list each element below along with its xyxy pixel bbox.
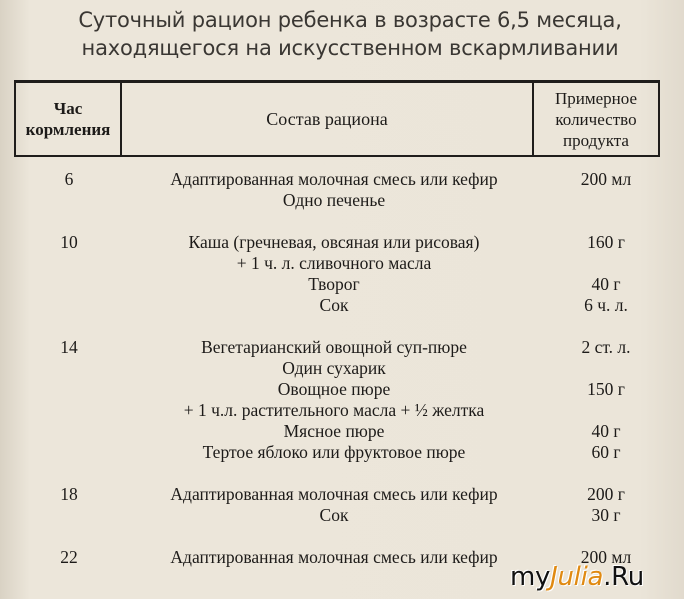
table-row [14,358,660,379]
table-row [14,295,660,316]
diet-table [14,80,660,580]
table-row [14,379,660,400]
table-row [14,232,660,253]
row-amount: 60 г [591,442,621,462]
table-row [14,190,660,211]
table-row [14,421,660,442]
title-line-2: находящегося на искусственном вскармливании [81,36,619,60]
watermark-logo [510,562,644,592]
table-top-border [14,80,660,83]
row-composition: Творог [308,274,360,294]
table-row [14,274,660,295]
row-amount: 40 г [591,421,621,441]
table-row [14,253,660,274]
row-composition: + 1 ч.л. растительного масла + ½ желтка [183,400,485,420]
watermark-prefix: my [510,562,551,592]
row-amount: 2 ст. л. [581,337,631,357]
table-row [14,484,660,505]
row-hour: 18 [60,484,78,504]
row-hour: 14 [60,337,78,357]
table-row [14,505,660,526]
header-amount: Примерное количество продукта [554,88,638,150]
row-composition: Сок [319,505,349,525]
row-hour: 10 [60,232,78,252]
row-composition: Адаптированная молочная смесь или кефир [170,169,498,189]
row-hour: 6 [64,169,74,189]
row-amount: 30 г [591,505,621,525]
row-amount: 150 г [587,379,625,399]
row-amount: 200 г [587,484,625,504]
row-composition: Вегетарианский овощной суп-пюре [201,337,467,357]
row-amount: 6 ч. л. [584,295,628,315]
row-hour: 22 [60,547,78,567]
row-composition: Тертое яблоко или фруктовое пюре [202,442,466,462]
header-bottom-border [14,155,660,157]
row-amount: 200 мл [580,169,632,189]
row-amount: 200 мл [580,547,632,567]
row-composition: Адаптированная молочная смесь или кефир [170,484,498,504]
row-composition: Каша (гречневая, овсяная или рисовая) [188,232,480,252]
row-composition: Один сухарик [282,358,386,378]
table-row [14,169,660,190]
header-composition: Состав рациона [266,108,388,129]
row-composition: Сок [319,295,349,315]
row-composition: Адаптированная молочная смесь или кефир [170,547,498,567]
page-title [30,6,670,62]
title-line-1: Суточный рацион ребенка в возрасте 6,5 месяца, [78,8,622,32]
row-composition: + 1 ч. л. сливочного масла [236,253,432,273]
watermark-suffix: .Ru [603,562,644,592]
row-amount: 160 г [587,232,625,252]
row-amount: 40 г [591,274,621,294]
table-row [14,337,660,358]
table-right-border [658,80,660,157]
row-composition: Мясное пюре [283,421,385,441]
row-composition: Овощное пюре [277,379,391,399]
table-row [14,442,660,463]
header-hour: Час кормления [25,99,111,139]
watermark-accent: Julia [550,562,604,592]
row-composition: Одно печенье [282,190,386,210]
table-row [14,400,660,421]
